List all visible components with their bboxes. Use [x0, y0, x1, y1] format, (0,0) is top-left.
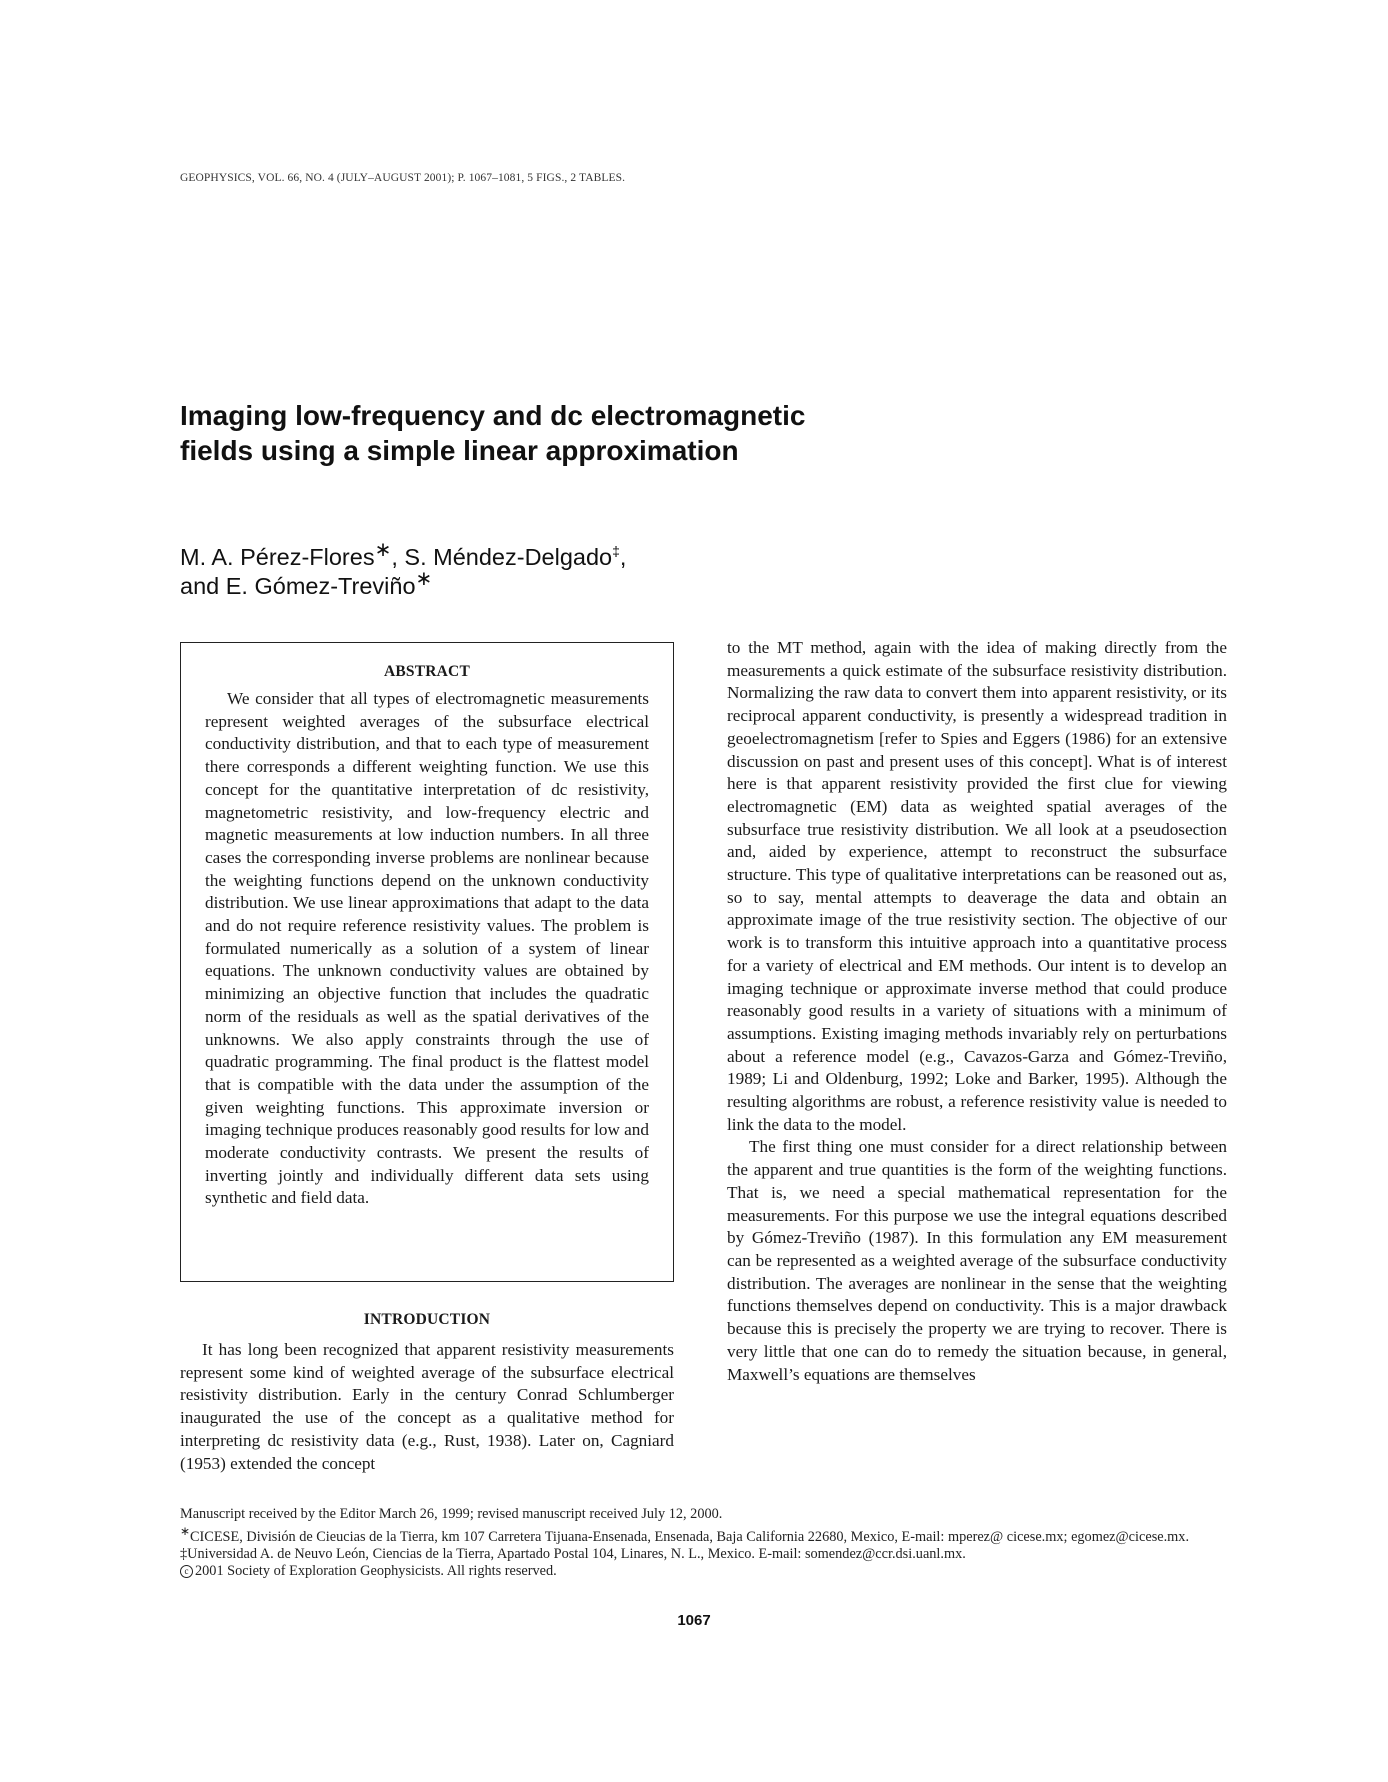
right-column	[727, 637, 1227, 1386]
abstract-text: We consider that all types of electromagnetic measurements represent weighted averages of the subsurface electrical conductivity distribution, and that to each type of measurement there corresponds a different weighting function. We use this concept for the quantitative interpretation of dc resistivity, magnetometric resistivity, and low-frequency electric and magnetic measurements at low induction numbers. In all three cases the corresponding inverse problems are nonlinear because the weighting functions depend on the unknown conductivity distribution. We use linear approximations that adapt to the data and do not require reference resistivity values. The problem is formulated numerically as a solution of a system of linear equations. The unknown conductivity values are obtained by minimizing an objective function that includes the quadratic norm of the residuals as well as the spatial derivatives of the unknowns. We also apply constraints through the use of quadratic programming. The final product is the flattest model that is compatible with the data under the assumption of the given weighting functions. This approximate inversion or imaging technique produces reasonably good results for low and moderate conductivity contrasts. We present the results of inverting jointly and individually different data sets using synthetic and field data.	[205, 689, 649, 1208]
page-number: 1067	[677, 1612, 711, 1629]
affiliation-text: CICESE, División de Cieucias de la Tierra, km 107 Carretera Tijuana-Ensenada, Ensenada, Baja California 22680, Mexico, E-mail: mperez@ cicese.mx; egomez@cicese.mx.	[189, 1528, 1190, 1545]
manuscript-received-note: Manuscript received by the Editor March 26, 1999; revised manuscript received July 12, 2000.	[180, 1506, 723, 1522]
abstract-heading: ABSTRACT	[383, 663, 470, 680]
author-name: and E. Gómez-Treviño	[180, 573, 416, 599]
body-paragraph: The first thing one must consider for a direct relationship between the apparent and true quantities is the form of the weighting functions. That is, we need a special mathematical representation for the measurements. For this purpose we use the integral equations described by Gómez-Treviño (1987). In this formulation any EM measurement can be represented as a weighted average of the subsurface conductivity distribution. The averages are nonlinear in the sense that the weighting functions themselves depend on conductivity. This is a major drawback because this is precisely the property we are trying to recover. There is very little that one can do to remedy the situation because, in general, Maxwell’s equations are themselves	[727, 1137, 1227, 1384]
footnotes	[180, 1506, 1228, 1581]
introduction-paragraph: It has long been recognized that apparent resistivity measurements represent some kind of weighted average of the subsurface electrical resistivity distribution. Early in the century Conrad Schlumberger inaugurated the use of the concept as a qualitative method for interpreting dc resistivity data (e.g., Rust, 1938). Later on, Cagniard (1953) extended the concept	[180, 1340, 674, 1473]
title-line-1: Imaging low-frequency and dc electromagnetic	[180, 400, 806, 431]
affiliation-text: Universidad A. de Neuvo León, Ciencias de la Tierra, Apartado Postal 104, Linares, N. L., Mexico. E-mail: somendez@ccr.dsi.uanl.mx.	[187, 1546, 966, 1563]
introduction-heading: INTRODUCTION	[363, 1311, 491, 1328]
body-paragraph: to the MT method, again with the idea of making directly from the measurements a quick estimate of the subsurface resistivity distribution. Normalizing the raw data to convert them into apparent resistivity, or its reciprocal apparent conductivity, is presently a widespread tradition in geoelectromagnetism [refer to Spies and Eggers (1986) for an extensive discussion on past and present uses of this concept]. What is of interest here is that apparent resistivity provided the first clue for viewing electromagnetic (EM) data as weighted spatial averages of the subsurface true resistivity distribution. We all look at a pseudosection and, aided by experience, attempt to reconstruct the subsurface structure. This type of qualitative interpretations can be reasoned out as, so to say, mental attempts to deaverage the data and obtain an approximate image of the true resistivity section. The objective of our work is to transform this intuitive approach into a quantitative process for a variety of electrical and EM methods. Our intent is to develop an imaging technique or approximate inverse method that could produce reasonably good results in a variety of situations with a minimum of assumptions. Existing imaging methods invariably rely on perturbations about a reference model (e.g., Cavazos-Garza and Gómez-Treviño, 1989; Li and Oldenburg, 1992; Loke and Barker, 1995). Although the resulting algorithms are robust, a reference resistivity value is needed to link the data to the model.	[727, 638, 1227, 1134]
author-name: , S. Méndez-Delgado	[391, 544, 613, 570]
paper-title	[180, 398, 940, 468]
copyright-note	[180, 1563, 1228, 1580]
copyright-text: 2001 Society of Exploration Geophysicists. All rights reserved.	[195, 1563, 557, 1580]
affiliation-mark: ∗	[374, 539, 392, 561]
affiliation-mark: ‡	[180, 1546, 188, 1563]
title-line-2: fields using a simple linear approximation	[180, 435, 739, 466]
copyright-icon: c	[180, 1565, 193, 1578]
abstract-box	[180, 642, 674, 1282]
author-name: M. A. Pérez-Flores	[180, 544, 375, 570]
author-list	[180, 539, 940, 601]
introduction-section	[180, 1311, 674, 1475]
affiliation-mark: ∗	[415, 568, 433, 590]
affiliation-mark: ‡	[612, 543, 620, 559]
running-head: GEOPHYSICS, VOL. 66, NO. 4 (JULY–AUGUST 2001); P. 1067–1081, 5 FIGS., 2 TABLES.	[180, 172, 626, 184]
author-separator: ,	[619, 544, 627, 570]
affiliation-note-uanl	[180, 1546, 1228, 1563]
affiliation-note-cicese	[180, 1523, 1228, 1546]
affiliation-mark: ∗	[180, 1524, 190, 1539]
